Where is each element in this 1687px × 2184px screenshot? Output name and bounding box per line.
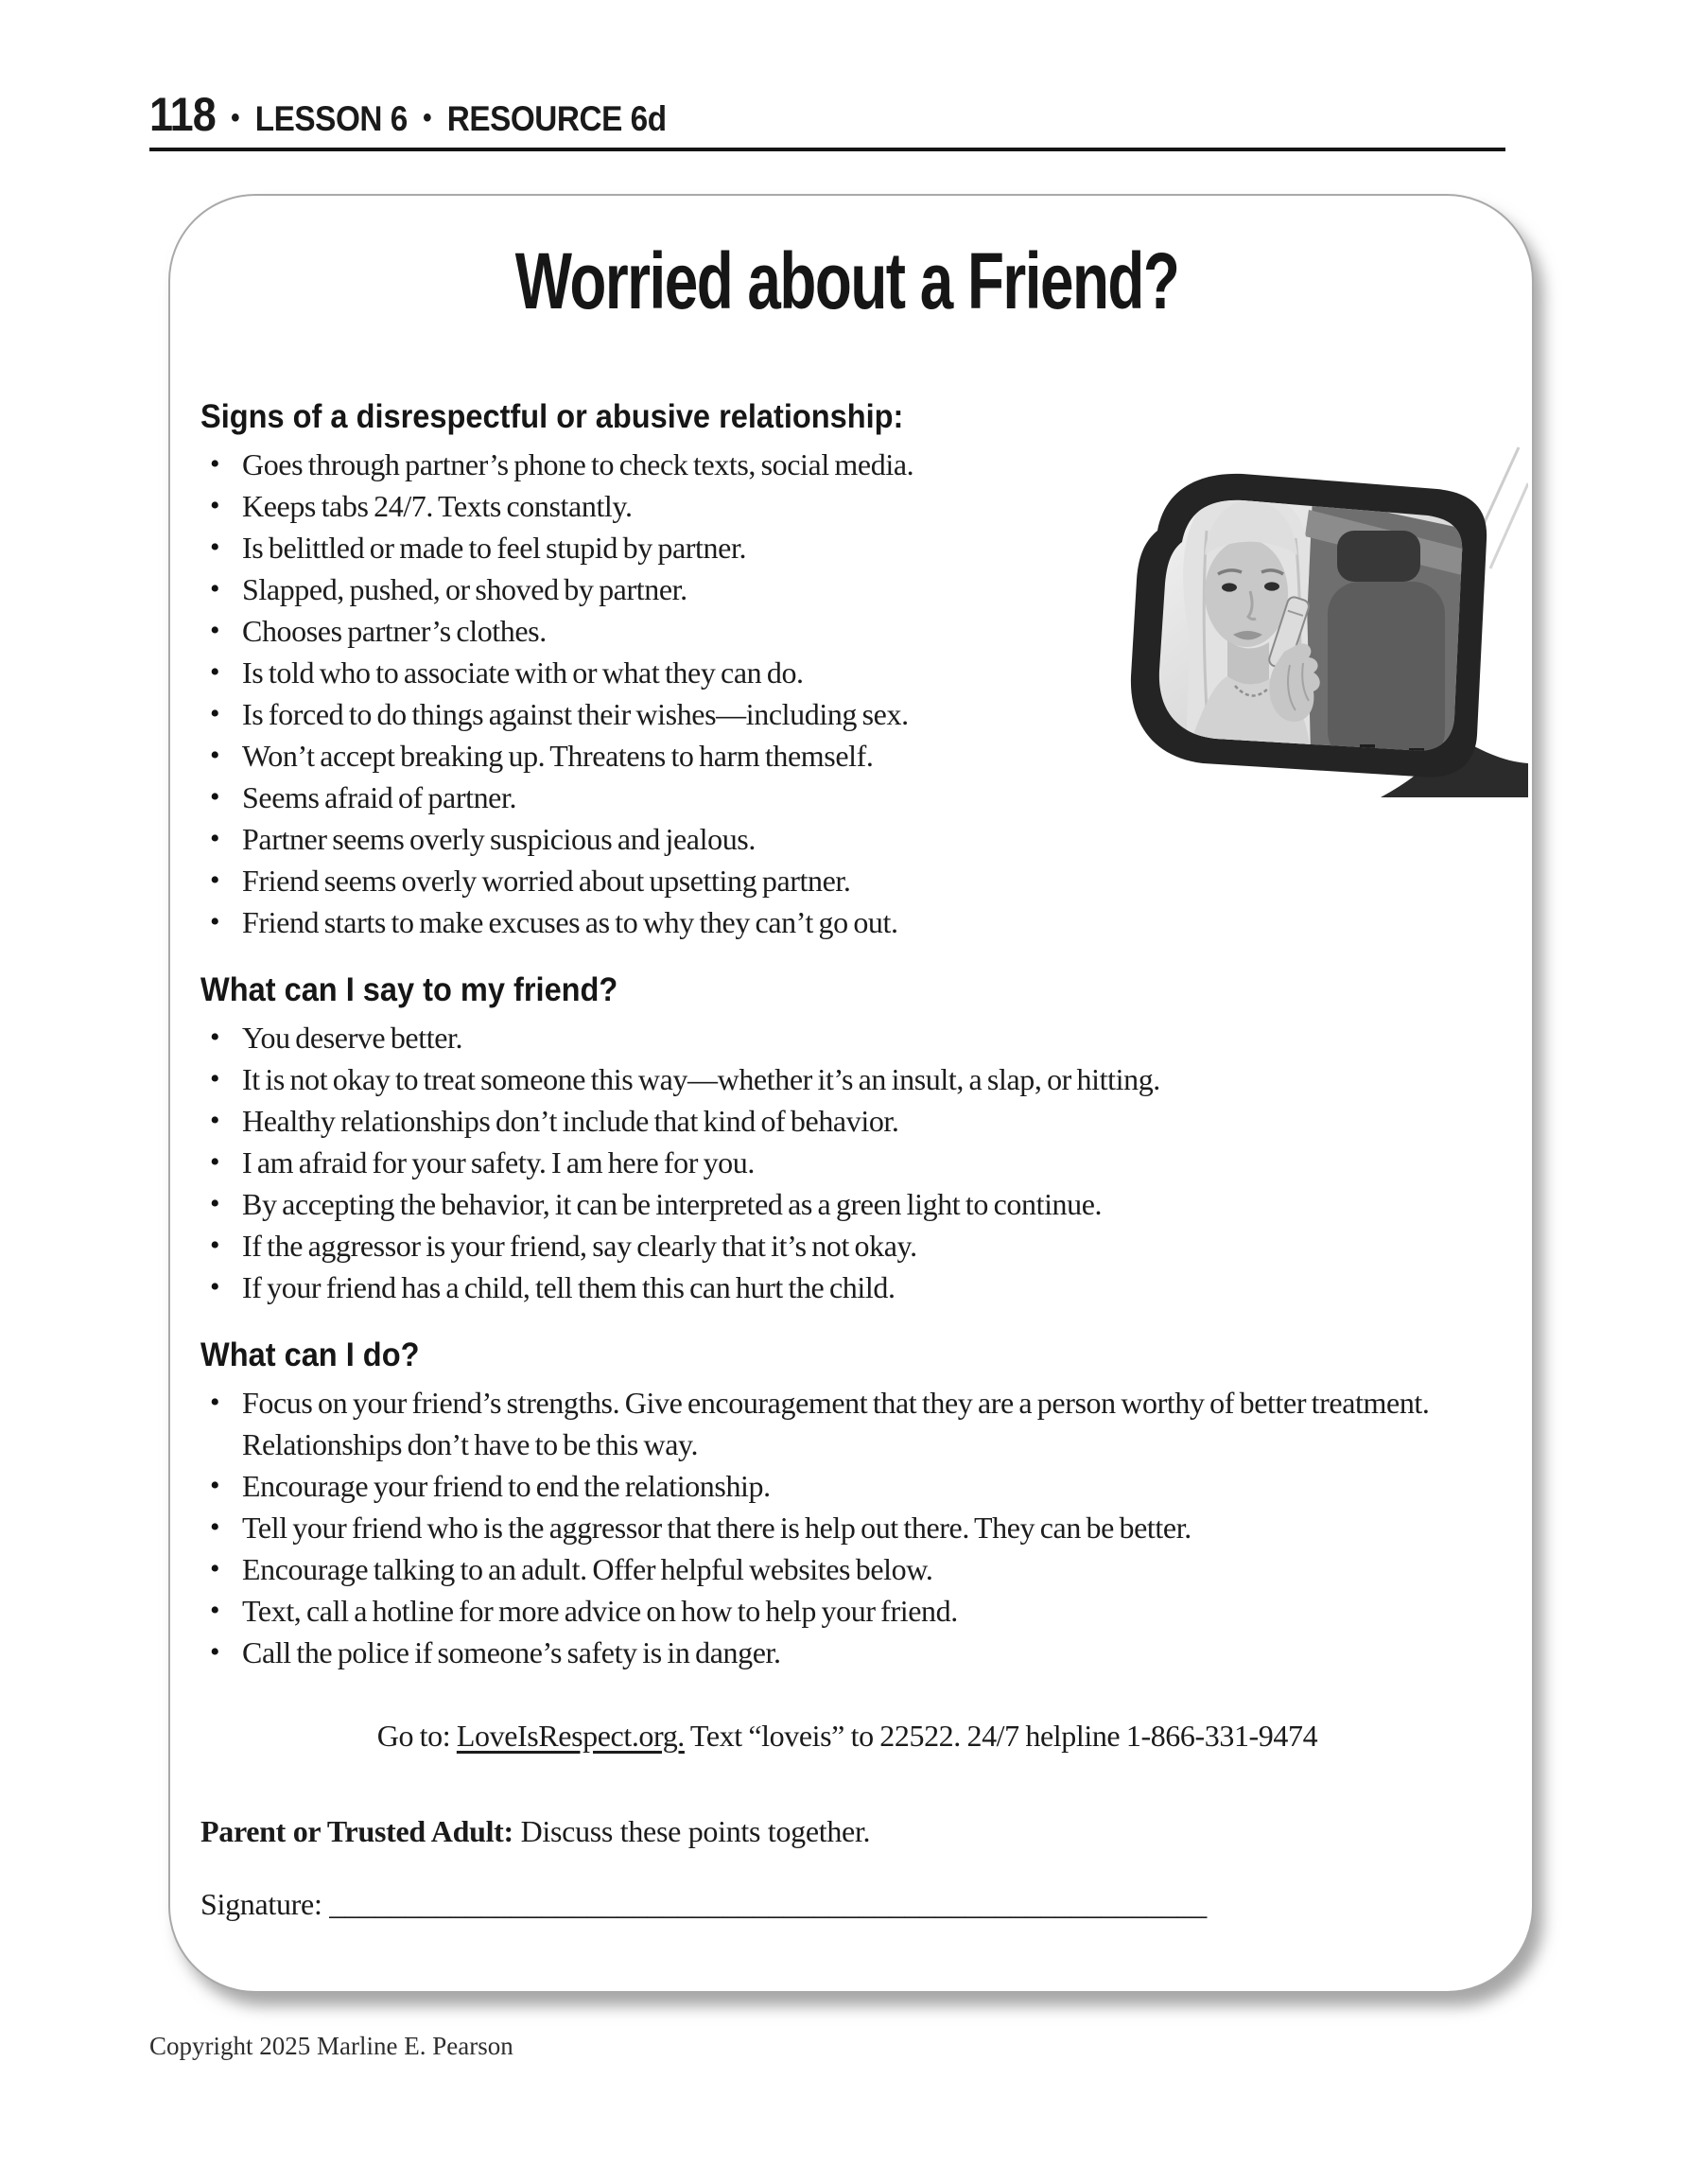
woman-face <box>1205 539 1288 647</box>
list-item: • Keeps tabs 24/7. Texts constantly. <box>242 485 1131 527</box>
list-item: • Friend seems overly worried about upsetting partner. <box>242 860 1131 901</box>
page-number: 118 <box>149 88 216 141</box>
signature-label: Signature: <box>200 1887 330 1921</box>
say-list <box>200 1017 1494 1308</box>
list-item: • Friend starts to make excuses as to why they can’t go out. <box>242 901 1131 943</box>
list-item: • I am afraid for your safety. I am here for you. <box>242 1142 1494 1183</box>
section-heading: Signs of a disrespectful or abusive relationship: <box>200 398 904 435</box>
page-title: Worried about a Friend? <box>515 236 1179 325</box>
list-item: • By accepting the behavior, it can be interpreted as a green light to continue. <box>242 1183 1494 1225</box>
list-item: • Won’t accept breaking up. Threatens to harm themself. <box>242 735 1131 777</box>
page-header <box>149 87 1505 151</box>
list-item: • Slapped, pushed, or shoved by partner. <box>242 568 1131 610</box>
helpline-text: Text “loveis” to 22522. 24/7 helpline 1-866-331-9474 <box>684 1719 1318 1753</box>
worksheet-card <box>168 194 1534 1993</box>
signature-row <box>200 1887 1494 1922</box>
list-item: • Is told who to associate with or what they can do. <box>242 652 1131 693</box>
list-item: • It is not okay to treat someone this way—whether it’s an insult, a slap, or hitting. <box>242 1058 1494 1100</box>
list-item: • Partner seems overly suspicious and jealous. <box>242 818 1131 860</box>
list-item: • Healthy relationships don’t include that kind of behavior. <box>242 1100 1494 1142</box>
list-item: • Is forced to do things against their wishes—including sex. <box>242 693 1131 735</box>
list-item: • Tell your friend who is the aggressor that there is help out there. They can be better. <box>242 1507 1494 1548</box>
lesson-label: LESSON 6 <box>254 99 408 138</box>
section-heading: What can I say to my friend? <box>200 971 618 1008</box>
parent-note-label: Parent or Trusted Adult: <box>200 1814 513 1848</box>
helpline-prefix: Go to: <box>376 1719 457 1753</box>
list-item: • Is belittled or made to feel stupid by partner. <box>242 527 1131 568</box>
car-side-mirror-photo <box>1076 440 1528 797</box>
signature-line: __________________________________________________________ <box>329 1887 1208 1921</box>
copyright-notice: Copyright 2025 Marline E. Pearson <box>149 2032 513 2060</box>
separator-dot: • <box>231 102 240 133</box>
loveisrespect-link[interactable]: LoveIsRespect.org. <box>456 1719 685 1753</box>
parent-note-text: Discuss these points together. <box>513 1814 871 1848</box>
signs-list <box>200 444 1131 943</box>
list-item: • If your friend has a child, tell them this can hurt the child. <box>242 1267 1494 1308</box>
do-list <box>200 1382 1494 1673</box>
section-heading: What can I do? <box>200 1337 420 1373</box>
resource-label: RESOURCE 6d <box>446 99 667 138</box>
section-what-to-do <box>200 1337 1494 1673</box>
list-item: • Encourage your friend to end the relationship. <box>242 1465 1494 1507</box>
list-item: • Chooses partner’s clothes. <box>242 610 1131 652</box>
list-item: • Focus on your friend’s strengths. Give encouragement that they are a person worthy of better treatment. Relationships don’t have to be this way. <box>242 1382 1494 1465</box>
list-item: • Call the police if someone’s safety is in danger. <box>242 1632 1494 1673</box>
list-item: • Text, call a hotline for more advice on how to help your friend. <box>242 1590 1494 1632</box>
section-what-to-say <box>200 971 1494 1308</box>
parent-note <box>200 1814 1494 1849</box>
helpline-line <box>200 1719 1494 1754</box>
list-item: • You deserve better. <box>242 1017 1494 1058</box>
list-item: • Encourage talking to an adult. Offer helpful websites below. <box>242 1548 1494 1590</box>
mirror-reflection <box>1183 492 1473 763</box>
separator-dot: • <box>423 102 432 133</box>
list-item: • Seems afraid of partner. <box>242 777 1131 818</box>
list-item: • Goes through partner’s phone to check texts, social media. <box>242 444 1131 485</box>
list-item: • If the aggressor is your friend, say clearly that it’s not okay. <box>242 1225 1494 1267</box>
